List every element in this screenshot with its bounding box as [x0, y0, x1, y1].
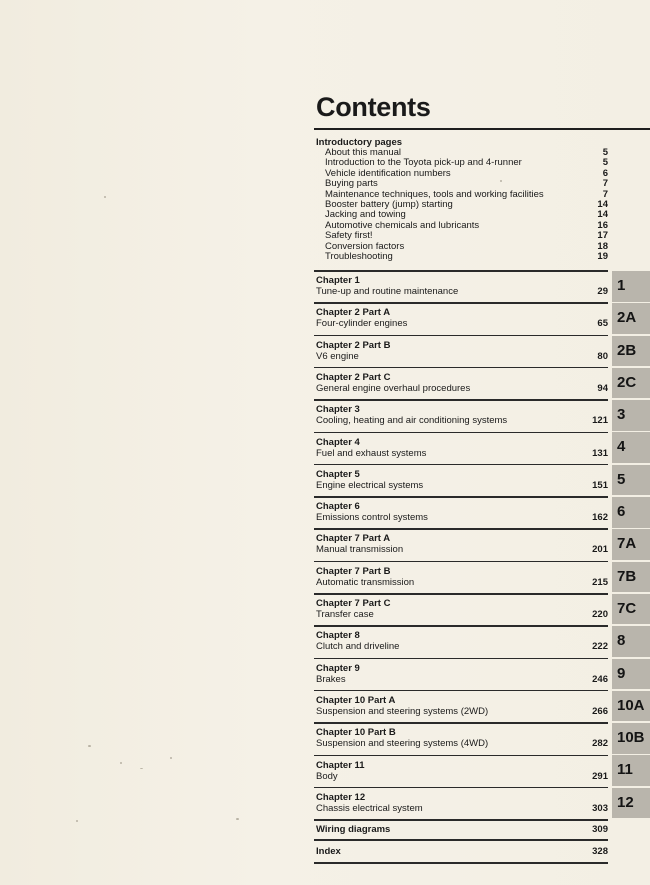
chapter-title-row — [316, 674, 608, 685]
chapter-title-row — [316, 803, 608, 814]
paper-speck — [104, 196, 106, 198]
chapter-tab: 7B — [612, 562, 650, 593]
chapter-title-row — [316, 577, 608, 588]
chapter-title: General engine overhaul procedures — [316, 382, 471, 394]
chapter-entry — [316, 695, 608, 717]
paper-speck — [76, 820, 78, 822]
chapter-tab: 11 — [612, 755, 650, 786]
intro-entry — [316, 231, 608, 241]
chapter-page: 215 — [592, 576, 608, 588]
chapter-rule — [314, 302, 608, 304]
intro-entry — [316, 179, 608, 189]
paper-speck — [500, 180, 502, 182]
chapter-title: Manual transmission — [316, 544, 404, 556]
chapter-label: Chapter 1 — [316, 275, 360, 286]
chapter-title-row — [316, 706, 608, 717]
chapter-title-row — [316, 544, 608, 555]
chapter-rule — [314, 787, 608, 789]
chapter-title: Four-cylinder engines — [316, 318, 408, 330]
chapter-rule — [314, 839, 608, 841]
index-entry — [316, 846, 608, 857]
chapter-title-row — [316, 512, 608, 523]
chapter-page: 246 — [592, 673, 608, 685]
chapter-tab: 7A — [612, 529, 650, 560]
intro-entry-page: 16 — [597, 219, 608, 231]
chapter-page: 201 — [592, 544, 608, 556]
chapter-tab: 12 — [612, 788, 650, 819]
intro-entry-page: 7 — [602, 178, 608, 190]
intro-entry-label: Automotive chemicals and lubricants — [325, 219, 480, 231]
chapter-label: Chapter 8 — [316, 630, 360, 642]
paper-speck — [236, 818, 239, 820]
chapter-rule — [314, 755, 608, 757]
chapter-rule — [314, 690, 608, 692]
chapter-title-row — [316, 448, 608, 459]
chapter-rule — [314, 561, 608, 563]
chapter-rule — [314, 625, 608, 627]
chapter-rule — [314, 658, 608, 660]
chapter-tab: 4 — [612, 432, 650, 463]
chapter-entry — [316, 372, 608, 394]
chapter-title-row — [316, 351, 608, 362]
chapter-page: 282 — [592, 738, 608, 750]
chapter-rule — [314, 496, 608, 498]
chapter-entry — [316, 792, 608, 814]
chapter-title-row — [316, 480, 608, 491]
intro-entry-page: 5 — [602, 147, 608, 158]
chapter-page: 220 — [592, 609, 608, 620]
intro-entry-page: 18 — [597, 240, 608, 252]
chapter-page: 131 — [592, 447, 608, 459]
chapter-tab: 3 — [612, 400, 650, 431]
chapter-entry — [316, 275, 608, 297]
chapter-rule — [314, 464, 608, 466]
intro-entry-page: 19 — [597, 250, 608, 262]
chapter-title: Fuel and exhaust systems — [316, 447, 427, 459]
intro-entry-label: Vehicle identification numbers — [325, 167, 451, 179]
chapter-tab: 10A — [612, 691, 650, 722]
chapter-title-row — [316, 318, 608, 329]
intro-entry-label: Introduction to the Toyota pick-up and 4-runner — [325, 157, 522, 169]
wiring-diagrams-entry — [316, 824, 608, 835]
intro-entry-page: 17 — [597, 230, 608, 242]
paper-speck — [120, 762, 122, 764]
chapter-entry — [316, 404, 608, 426]
chapter-tab: 7C — [612, 594, 650, 625]
chapter-page: 291 — [592, 770, 608, 782]
chapter-title-row — [316, 609, 608, 620]
chapter-page: 303 — [592, 802, 608, 814]
chapter-entry — [316, 340, 608, 362]
chapter-page: 29 — [597, 286, 608, 297]
chapter-title: Suspension and steering systems (2WD) — [316, 705, 489, 717]
chapter-entry — [316, 598, 608, 620]
intro-entry-label: Buying parts — [325, 178, 378, 190]
index-entry-label: Index — [316, 846, 341, 858]
chapter-label: Chapter 9 — [316, 662, 360, 674]
chapter-rule — [314, 593, 608, 595]
chapter-title: Tune-up and routine maintenance — [316, 286, 459, 297]
chapter-title: Automatic transmission — [316, 576, 415, 588]
chapter-tab: 6 — [612, 497, 650, 528]
intro-entry-label: Booster battery (jump) starting — [325, 198, 453, 210]
wiring-diagrams-entry-label: Wiring diagrams — [316, 824, 391, 836]
introductory-section — [316, 138, 608, 262]
chapter-title-row — [316, 286, 608, 297]
chapter-entry — [316, 760, 608, 782]
intro-entry-page: 6 — [602, 167, 608, 179]
chapter-title: Clutch and driveline — [316, 641, 400, 653]
paper-speck — [170, 757, 172, 759]
intro-entry — [316, 252, 608, 262]
chapter-page: 80 — [597, 350, 608, 362]
chapter-title: Emissions control systems — [316, 512, 428, 524]
chapter-rule — [314, 862, 608, 864]
chapter-label: Chapter 12 — [316, 791, 366, 803]
intro-entry-page: 7 — [602, 188, 608, 200]
intro-entry-label: Troubleshooting — [325, 250, 393, 262]
chapter-label: Chapter 11 — [316, 759, 365, 771]
chapter-tab: 9 — [612, 659, 650, 690]
wiring-diagrams-entry-page: 309 — [592, 824, 608, 836]
chapter-rule — [314, 819, 608, 821]
title-rule — [314, 128, 650, 130]
chapter-label: Chapter 2 Part A — [316, 307, 391, 319]
chapter-rule — [314, 528, 608, 530]
chapter-label: Chapter 7 Part B — [316, 565, 391, 577]
chapter-page: 266 — [592, 705, 608, 717]
chapter-label: Chapter 4 — [316, 436, 360, 448]
chapter-rule — [314, 432, 608, 434]
intro-entry-label: Maintenance techniques, tools and working facilities — [325, 188, 544, 200]
chapter-entry — [316, 727, 608, 749]
chapter-rule — [314, 722, 608, 724]
chapter-page: 121 — [592, 415, 608, 427]
chapter-page: 162 — [592, 512, 608, 524]
chapter-title: Transfer case — [316, 609, 374, 620]
chapter-tab: 2C — [612, 368, 650, 399]
chapter-entry — [316, 663, 608, 685]
index-entry-page: 328 — [592, 846, 608, 858]
chapter-label: Chapter 5 — [316, 468, 360, 480]
chapter-entry — [316, 533, 608, 555]
chapter-entry — [316, 566, 608, 588]
chapter-entry — [316, 469, 608, 491]
chapter-label: Chapter 2 Part B — [316, 339, 391, 351]
intro-entry-label: Jacking and towing — [325, 209, 406, 221]
chapter-tab: 8 — [612, 626, 650, 657]
intro-entry-page: 14 — [597, 209, 608, 221]
chapter-title: Cooling, heating and air conditioning systems — [316, 415, 508, 427]
chapter-tab: 10B — [612, 723, 650, 754]
chapter-page: 151 — [592, 479, 608, 491]
chapter-label: Chapter 7 Part C — [316, 598, 391, 609]
chapter-tab: 2B — [612, 336, 650, 367]
intro-heading: Introductory pages — [316, 137, 403, 148]
chapter-label: Chapter 7 Part A — [316, 533, 391, 545]
chapter-rule — [314, 367, 608, 369]
intro-entry-page: 5 — [602, 157, 608, 169]
chapter-title: V6 engine — [316, 350, 359, 362]
chapter-tab: 2A — [612, 303, 650, 334]
chapter-title: Suspension and steering systems (4WD) — [316, 738, 489, 750]
chapter-label: Chapter 3 — [316, 404, 360, 416]
chapter-rule — [314, 270, 608, 272]
chapter-rule — [314, 399, 608, 401]
chapter-title-row — [316, 771, 608, 782]
chapter-title-row — [316, 415, 608, 426]
chapter-label: Chapter 10 Part B — [316, 727, 396, 739]
chapter-title-row — [316, 383, 608, 394]
chapter-tab: 1 — [612, 271, 650, 302]
chapter-title-row — [316, 738, 608, 749]
paper-speck — [140, 768, 143, 769]
chapter-entry — [316, 437, 608, 459]
chapter-label: Chapter 6 — [316, 501, 360, 513]
intro-list — [316, 148, 608, 262]
intro-entry-label: About this manual — [325, 147, 402, 158]
intro-entry-label: Safety first! — [325, 230, 373, 242]
chapter-entry — [316, 501, 608, 523]
intro-entry-page: 14 — [597, 198, 608, 210]
paper-speck — [88, 745, 91, 747]
intro-entry-label: Conversion factors — [325, 240, 405, 252]
page-title: Contents — [316, 92, 431, 122]
chapter-title: Brakes — [316, 673, 346, 685]
chapter-page: 222 — [592, 641, 608, 653]
chapter-title: Engine electrical systems — [316, 479, 424, 491]
chapter-title: Body — [316, 770, 338, 782]
chapter-tab: 5 — [612, 465, 650, 496]
chapter-entry — [316, 307, 608, 329]
chapter-page: 65 — [597, 318, 608, 330]
chapter-label: Chapter 2 Part C — [316, 371, 391, 383]
chapter-entry — [316, 630, 608, 652]
chapter-rule — [314, 335, 608, 337]
chapter-page: 94 — [597, 382, 608, 394]
chapter-tabs — [612, 271, 650, 820]
chapter-label: Chapter 10 Part A — [316, 694, 396, 706]
chapter-title-row — [316, 641, 608, 652]
chapter-title: Chassis electrical system — [316, 802, 423, 814]
